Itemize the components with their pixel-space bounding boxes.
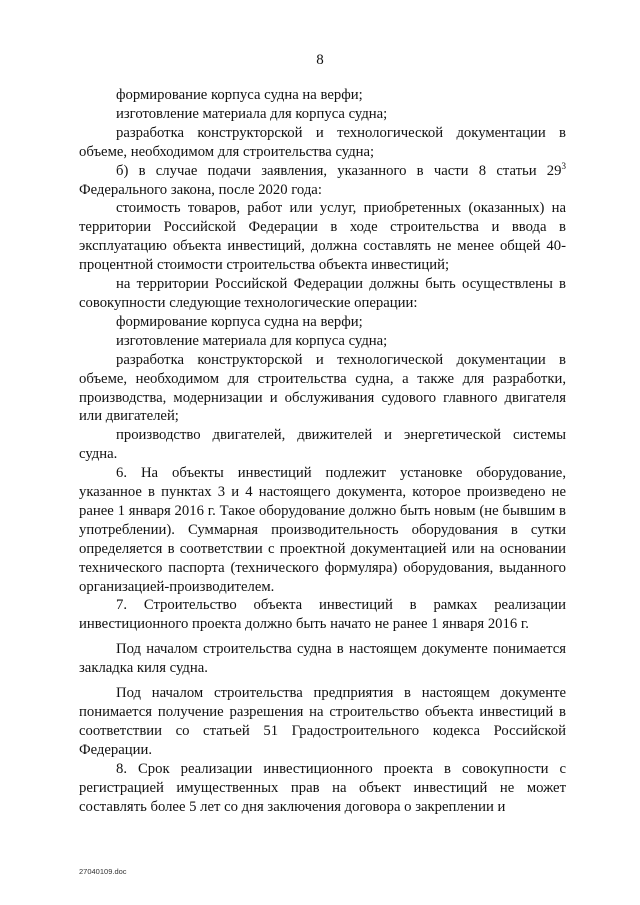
paragraph-15: 8. Срок реализации инвестиционного проекта в совокупности с регистрацией имущественных прав на объект инвестиций не может составлять более 5 лет со дня заключения договора о закреплении и: [79, 760, 566, 815]
paragraph-1: формирование корпуса судна на верфи;: [116, 87, 363, 103]
paragraph-4-text: б) в случае подачи заявления, указанного в части 8 статьи 29: [116, 162, 562, 179]
paragraph-11: 6. На объекты инвестиций подлежит установке оборудование, указанное в пунктах 3 и 4 настоящего документа, которое произведено не ранее 1 января 2016 г. Такое оборудование должно быть новым (не бывшим в употреблении). Суммарная производительность оборудования в сутки определяется в соответствии с проектной документацией или на основании технического паспорта (технического формуляра) оборудования, выданного организацией-производителем.: [79, 465, 566, 595]
paragraph-9: разработка конструкторской и технологической документации в объеме, необходимом для строительства судна, а также для разработки, производства, модернизации и обслуживания судового главного двигателя или двигателей;: [79, 351, 566, 425]
paragraph-12: 7. Строительство объекта инвестиций в рамках реализации инвестиционного проекта должно быть начато не ранее 1 января 2016 г.: [79, 597, 566, 633]
paragraph-10: производство двигателей, движителей и энергетической системы судна.: [79, 427, 566, 463]
paragraph-5: стоимость товаров, работ или услуг, приобретенных (оказанных) на территории Российской Федерации в ходе строительства и ввода в эксплуатацию объекта инвестиций, должна составлять не менее общей 40-процентной стоимости строительства объекта инвестиций;: [79, 200, 566, 274]
paragraph-4: [79, 162, 566, 200]
footer-filename: 27040109.doc: [79, 867, 127, 876]
paragraph-8: изготовление материала для корпуса судна;: [116, 332, 388, 349]
paragraph-14: Под началом строительства предприятия в настоящем документе понимается получение разрешения на строительство объекта инвестиций в соответствии со статьей 51 Градостроительного кодекса Российской Федерации.: [79, 685, 566, 758]
paragraph-7: формирование корпуса судна на верфи;: [116, 313, 363, 330]
article-superscript: 3: [561, 160, 566, 171]
paragraph-6: на территории Российской Федерации должны быть осуществлены в совокупности следующие технологические операции:: [79, 276, 566, 311]
paragraph-4-tail: Федерального закона, после 2020 года:: [79, 181, 322, 198]
paragraph-3: разработка конструкторской и технологической документации в объеме, необходимом для строительства судна;: [79, 124, 566, 160]
paragraph-13: Под началом строительства судна в настоящем документе понимается закладка киля судна.: [79, 641, 566, 677]
page-number: 8: [316, 52, 324, 68]
paragraph-2: изготовление материала для корпуса судна;: [116, 105, 388, 122]
document-body: [79, 86, 566, 816]
